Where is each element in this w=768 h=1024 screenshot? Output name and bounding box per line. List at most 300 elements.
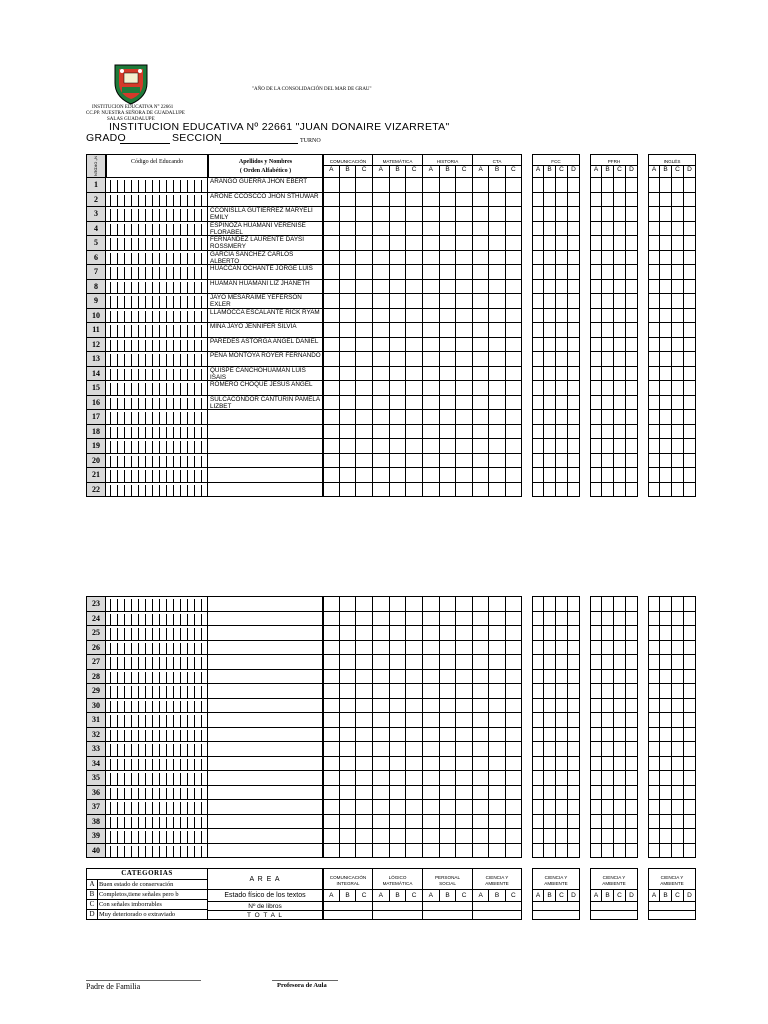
lower-student-name [208,713,323,728]
code-digit-tick [152,369,153,381]
lower-grade-cell [489,829,505,844]
grade-letter-header: D [568,166,580,178]
area-letter: A [590,890,602,902]
area-total-cell [532,911,580,920]
code-digit-tick [201,224,202,236]
grade-letter-header: C [456,166,473,178]
code-digit-tick [138,802,139,814]
upper-grade-cell [648,338,660,353]
code-digit-tick [166,253,167,265]
grade-letter-header: A [323,166,340,178]
upper-code-cell [106,468,208,483]
upper-row-number: 2 [86,193,106,208]
code-digit-tick [110,730,111,742]
code-digit-tick [180,614,181,626]
upper-grade-cell [602,367,614,382]
categoria-key: C [86,900,98,910]
lower-code-cell [106,742,208,757]
lower-grade-cell [356,684,373,699]
lower-grade-cell [390,771,407,786]
upper-grade-cell [390,280,407,295]
upper-grade-cell [340,323,357,338]
code-digit-tick [173,599,174,611]
upper-grade-cell [672,280,684,295]
lower-grade-cell [440,655,457,670]
lower-grade-cell [556,641,568,656]
lower-grade-cell [489,800,505,815]
code-digit-tick [145,180,146,192]
upper-row-number: 17 [86,410,106,425]
code-digit-tick [159,846,160,858]
code-digit-tick [110,180,111,192]
upper-grade-cell [323,338,340,353]
lower-grade-cell [423,641,440,656]
upper-grade-cell [340,251,357,266]
lower-grade-cell [440,626,457,641]
lower-grade-cell [614,641,626,656]
lower-grade-cell [323,815,340,830]
area-header-line-1: COMUNICACIÓN [329,875,367,880]
lower-grade-cell [544,684,556,699]
code-digit-tick [201,701,202,713]
code-digit-tick [131,788,132,800]
upper-grade-cell [684,178,696,193]
upper-code-cell [106,178,208,193]
lower-grade-cell [556,786,568,801]
lower-grade-cell [440,597,457,612]
lower-grade-cell [568,713,580,728]
upper-grade-cell [506,207,522,222]
lower-grade-cell [323,684,340,699]
code-digit-tick [131,412,132,424]
upper-grade-cell [373,454,390,469]
code-digit-tick [187,354,188,366]
code-digit-tick [194,311,195,323]
code-digit-tick [180,427,181,439]
upper-grade-cell [568,381,580,396]
code-digit-tick [117,614,118,626]
code-digit-tick [145,686,146,698]
code-digit-tick [159,180,160,192]
grade-letter-header: C [672,166,684,178]
lower-grade-cell [423,728,440,743]
lower-grade-cell [648,670,660,685]
code-digit-tick [173,470,174,482]
code-digit-tick [117,267,118,279]
upper-grade-cell [590,483,602,498]
code-digit-tick [194,744,195,756]
code-digit-tick [201,441,202,453]
area-letter: B [340,890,357,902]
code-digit-tick [152,427,153,439]
lower-grade-cell [506,844,522,859]
lower-grade-cell [544,670,556,685]
upper-grade-cell [373,367,390,382]
code-digit-tick [124,238,125,250]
code-digit-tick [152,311,153,323]
upper-grade-cell [390,309,407,324]
upper-grade-cell [590,454,602,469]
lower-grade-cell [648,829,660,844]
upper-grade-cell [556,483,568,498]
code-digit-tick [194,340,195,352]
code-digit-tick [152,628,153,640]
upper-grade-cell [390,178,407,193]
code-digit-tick [145,788,146,800]
code-digit-tick [201,672,202,684]
area-header [590,868,638,890]
lower-grade-cell [614,655,626,670]
code-digit-tick [145,369,146,381]
code-digit-tick [159,369,160,381]
code-digit-tick [124,340,125,352]
lower-student-name [208,684,323,699]
lower-grade-cell [556,626,568,641]
lower-grade-cell [323,771,340,786]
upper-row-number: 7 [86,265,106,280]
code-digit-tick [138,209,139,221]
lower-grade-cell [568,641,580,656]
area-letter: A [373,890,390,902]
code-digit-tick [187,325,188,337]
code-digit-tick [124,195,125,207]
upper-grade-cell [489,193,505,208]
upper-grade-cell [440,265,457,280]
upper-code-cell [106,280,208,295]
upper-student-name [208,454,323,469]
name-header [208,154,323,178]
upper-grade-cell [614,396,626,411]
upper-grade-cell [672,207,684,222]
upper-grade-cell [489,280,505,295]
lower-grade-cell [590,699,602,714]
lower-student-name [208,786,323,801]
code-digit-tick [173,369,174,381]
upper-grade-cell [626,207,638,222]
code-digit-tick [173,485,174,497]
upper-grade-cell [456,280,473,295]
code-digit-tick [131,759,132,771]
lower-student-name [208,742,323,757]
upper-grade-cell [356,309,373,324]
lower-grade-cell [684,699,696,714]
code-digit-tick [194,831,195,843]
upper-grade-cell [648,425,660,440]
upper-grade-cell [390,381,407,396]
seccion-label: SECCION [172,132,222,144]
lower-grade-cell [590,800,602,815]
code-digit-tick [117,759,118,771]
code-digit-tick [131,672,132,684]
code-digit-tick [180,180,181,192]
upper-grade-cell [660,280,672,295]
code-digit-tick [194,412,195,424]
upper-row-number: 11 [86,323,106,338]
code-digit-tick [145,657,146,669]
upper-grade-cell [373,309,390,324]
upper-grade-cell [626,251,638,266]
grade-letter-header: C [556,166,568,178]
upper-grade-cell [356,265,373,280]
code-digit-tick [117,470,118,482]
lower-grade-cell [660,786,672,801]
code-digit-tick [124,846,125,858]
code-digit-tick [159,195,160,207]
upper-grade-cell [323,483,340,498]
lower-grade-cell [648,786,660,801]
upper-grade-cell [568,338,580,353]
upper-grade-cell [660,381,672,396]
lower-grade-cell [423,597,440,612]
lower-grade-cell [506,655,522,670]
lower-grade-cell [672,699,684,714]
upper-grade-cell [373,265,390,280]
upper-grade-cell [489,425,505,440]
upper-grade-cell [532,323,544,338]
lower-grade-cell [323,626,340,641]
code-digit-tick [187,238,188,250]
area-letter: C [406,890,423,902]
code-digit-tick [166,340,167,352]
upper-grade-cell [660,251,672,266]
code-digit-tick [131,831,132,843]
upper-grade-cell [684,468,696,483]
code-digit-tick [187,195,188,207]
lower-grade-cell [423,742,440,757]
seccion-line [220,143,298,144]
code-digit-tick [180,354,181,366]
upper-grade-cell [672,396,684,411]
upper-grade-cell [544,280,556,295]
code-digit-tick [166,369,167,381]
upper-grade-cell [602,454,614,469]
lower-grade-cell [506,742,522,757]
area-header [473,868,522,890]
code-digit-tick [138,456,139,468]
area-letter: A [648,890,660,902]
code-digit-tick [187,773,188,785]
upper-grade-cell [568,352,580,367]
lower-grade-cell [473,670,489,685]
upper-grade-cell [473,178,489,193]
code-digit-tick [124,398,125,410]
code-digit-tick [131,325,132,337]
upper-code-cell [106,323,208,338]
upper-grade-cell [456,236,473,251]
upper-grade-cell [648,193,660,208]
upper-code-cell [106,236,208,251]
upper-code-cell [106,251,208,266]
lower-grade-cell [473,800,489,815]
code-digit-tick [201,686,202,698]
turno-label: TURNO [300,138,321,144]
lower-grade-cell [660,597,672,612]
upper-grade-cell [544,338,556,353]
lower-grade-cell [648,684,660,699]
upper-grade-cell [532,410,544,425]
lower-grade-cell [356,757,373,772]
lower-grade-cell [323,728,340,743]
lower-grade-cell [660,742,672,757]
upper-grade-cell [506,309,522,324]
upper-grade-cell [648,222,660,237]
code-digit-tick [124,599,125,611]
code-digit-tick [159,831,160,843]
lower-grade-cell [626,670,638,685]
grade-letter-header: C [406,166,423,178]
code-digit-tick [145,311,146,323]
upper-code-cell [106,367,208,382]
code-digit-tick [138,311,139,323]
upper-student-name: ROMERO CHOQUE JESUS ANGEL [208,381,323,396]
lower-grade-cell [406,641,423,656]
upper-grade-cell [373,280,390,295]
lower-grade-cell [323,641,340,656]
lower-grade-cell [556,829,568,844]
area-total-cell [423,911,473,920]
lower-grade-cell [684,612,696,627]
lower-grade-cell [406,713,423,728]
area-letter: B [440,890,457,902]
code-digit-tick [180,470,181,482]
upper-grade-cell [648,468,660,483]
upper-student-name: PEÑA MONTOYA ROYER FERNANDO [208,352,323,367]
code-digit-tick [201,340,202,352]
code-digit-tick [194,773,195,785]
code-digit-tick [166,282,167,294]
lower-student-name [208,670,323,685]
upper-code-cell [106,425,208,440]
upper-grade-cell [532,338,544,353]
upper-grade-cell [556,338,568,353]
lower-grade-cell [568,815,580,830]
upper-row-number: 13 [86,352,106,367]
categoria-key: A [86,880,98,890]
code-digit-tick [187,744,188,756]
lower-grade-cell [340,786,357,801]
upper-grade-cell [373,193,390,208]
upper-grade-cell [340,178,357,193]
lower-grade-cell [356,800,373,815]
lower-grade-cell [614,742,626,757]
upper-grade-cell [544,483,556,498]
area-letter: A [473,890,489,902]
lower-grade-cell [556,597,568,612]
upper-grade-cell [672,338,684,353]
lower-grade-cell [489,655,505,670]
upper-grade-cell [340,338,357,353]
code-digit-tick [110,253,111,265]
lower-grade-cell [544,655,556,670]
lower-grade-cell [684,815,696,830]
code-digit-tick [173,817,174,829]
upper-grade-cell [556,207,568,222]
lower-student-name [208,844,323,859]
upper-grade-cell [440,468,457,483]
code-digit-tick [173,441,174,453]
code-digit-tick [194,614,195,626]
code-digit-tick [117,180,118,192]
lower-grade-cell [489,699,505,714]
upper-row-number: 22 [86,483,106,498]
upper-row-number: 18 [86,425,106,440]
upper-grade-cell [440,207,457,222]
lower-grade-cell [423,713,440,728]
upper-grade-cell [373,352,390,367]
upper-grade-cell [660,222,672,237]
code-digit-tick [201,296,202,308]
code-digit-tick [138,267,139,279]
lower-grade-cell [648,800,660,815]
lower-grade-cell [473,597,489,612]
upper-code-cell [106,193,208,208]
upper-grade-cell [532,454,544,469]
grade-letter-header: D [684,166,696,178]
lower-grade-cell [568,771,580,786]
code-digit-tick [152,195,153,207]
upper-grade-cell [406,396,423,411]
code-digit-tick [152,846,153,858]
name-header-line-2: ( Orden Alfabético ) [239,168,292,174]
lower-grade-cell [532,757,544,772]
code-digit-tick [124,325,125,337]
lower-grade-cell [544,800,556,815]
upper-grade-cell [684,352,696,367]
upper-grade-cell [660,410,672,425]
lower-grade-cell [323,713,340,728]
lower-grade-cell [672,815,684,830]
lower-grade-cell [626,612,638,627]
upper-grade-cell [614,236,626,251]
code-digit-tick [201,253,202,265]
code-digit-tick [173,759,174,771]
lower-student-name [208,655,323,670]
upper-grade-cell [423,381,440,396]
upper-grade-cell [590,178,602,193]
upper-grade-cell [373,236,390,251]
code-digit-tick [173,238,174,250]
upper-grade-cell [506,352,522,367]
code-digit-tick [194,788,195,800]
lower-grade-cell [648,757,660,772]
upper-grade-cell [489,178,505,193]
upper-grade-cell [489,236,505,251]
area-total-cell [373,902,423,911]
upper-code-cell [106,483,208,498]
upper-grade-cell [340,396,357,411]
upper-grade-cell [440,439,457,454]
upper-grade-cell [340,381,357,396]
institution-title: INSTITUCION EDUCATIVA Nº 22661 "JUAN DONAIRE VIZARRETA" [109,121,450,133]
upper-grade-cell [544,294,556,309]
code-digit-tick [194,485,195,497]
code-digit-tick [166,788,167,800]
upper-grade-cell [440,251,457,266]
lower-grade-cell [590,786,602,801]
code-digit-tick [117,427,118,439]
upper-grade-cell [473,323,489,338]
code-digit-tick [159,817,160,829]
lower-grade-cell [590,626,602,641]
code-digit-tick [124,369,125,381]
upper-code-cell [106,352,208,367]
upper-grade-cell [684,323,696,338]
lower-grade-cell [532,699,544,714]
grade-letter-header: B [660,166,672,178]
code-digit-tick [110,715,111,727]
upper-grade-cell [506,222,522,237]
upper-grade-cell [506,468,522,483]
